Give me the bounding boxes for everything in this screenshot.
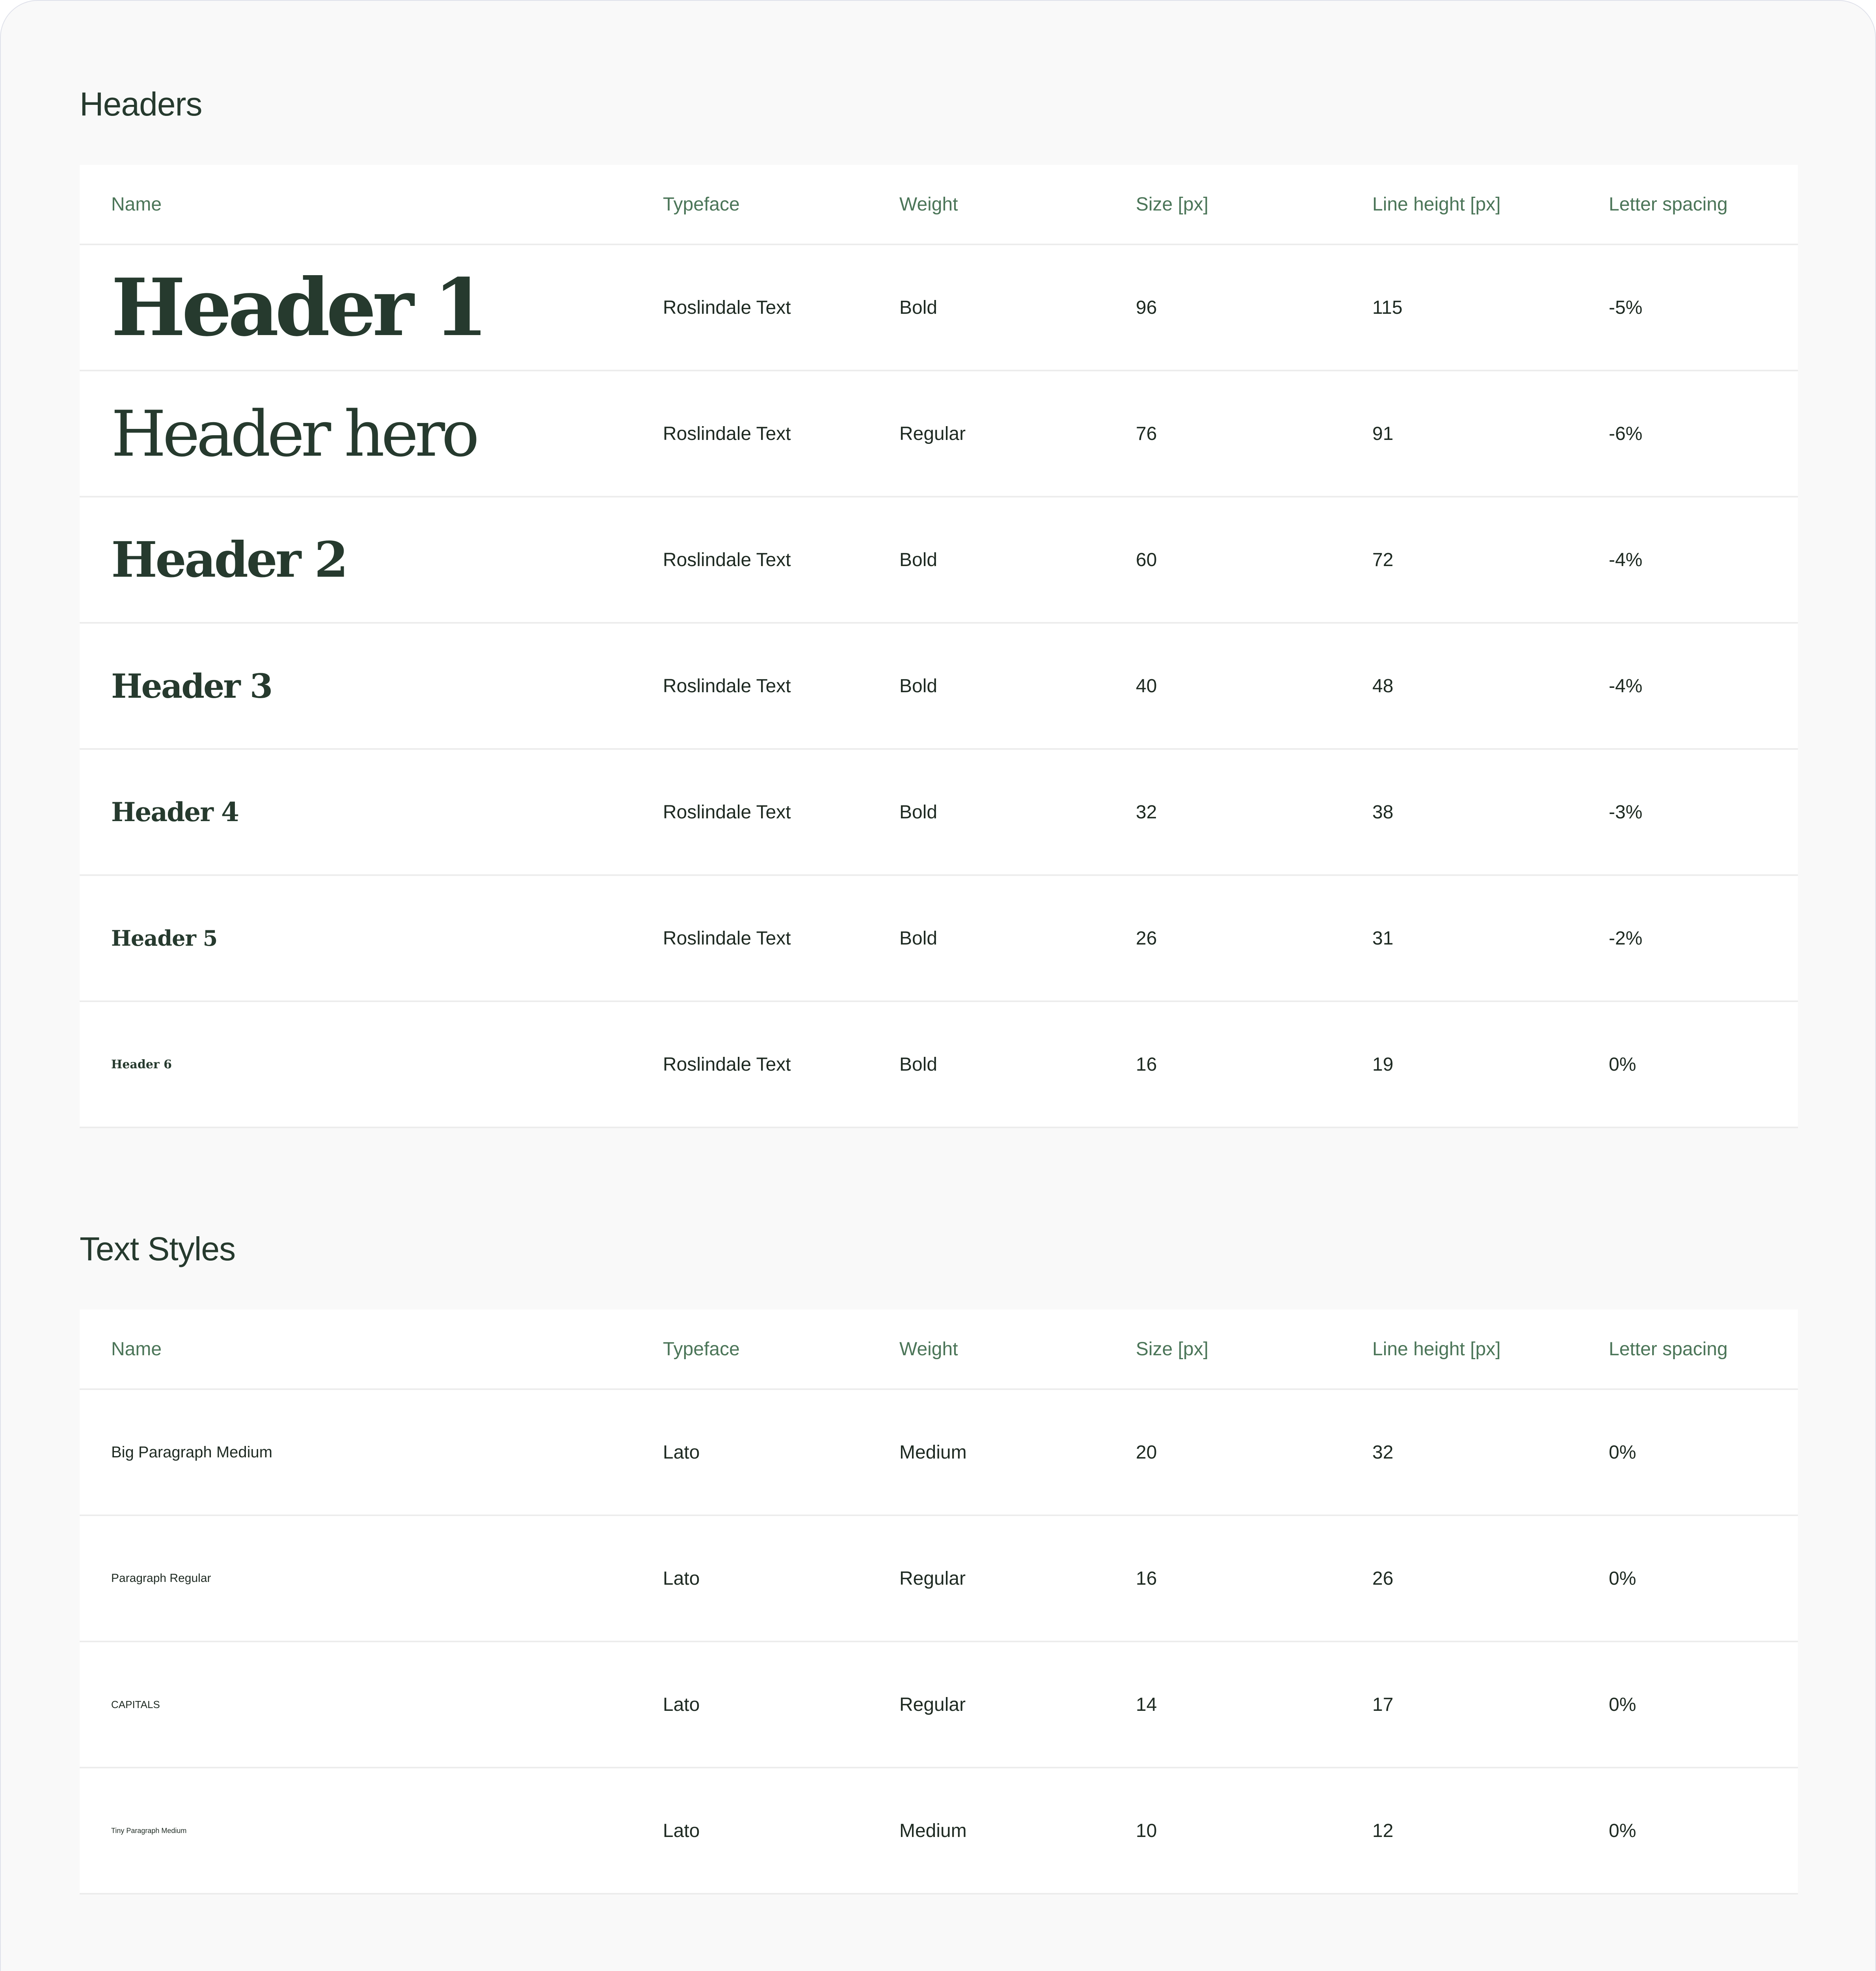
- size-value: 76: [1136, 423, 1157, 444]
- table-row-header-3: [80, 624, 1798, 750]
- column-header-line-height: Line height [px]: [1372, 194, 1501, 215]
- style-sample-header-hero: Header hero: [111, 397, 476, 471]
- table-row-paragraph-regular: [80, 1516, 1798, 1642]
- headers-table: [80, 165, 1798, 1128]
- style-sample-paragraph-regular: Paragraph Regular: [111, 1572, 211, 1585]
- size-value: 16: [1136, 1054, 1157, 1075]
- column-header-size: Size [px]: [1136, 1338, 1209, 1360]
- typeface-value: Lato: [663, 1568, 700, 1589]
- style-sample-big-paragraph: Big Paragraph Medium: [111, 1443, 273, 1461]
- line-height-value: 115: [1372, 297, 1403, 318]
- size-value: 96: [1136, 297, 1157, 318]
- size-value: 20: [1136, 1442, 1157, 1463]
- size-value: 26: [1136, 928, 1157, 949]
- letter-spacing-value: -4%: [1609, 549, 1643, 570]
- line-height-value: 31: [1372, 928, 1394, 949]
- table-row-header-hero: [80, 371, 1798, 497]
- size-value: 32: [1136, 801, 1157, 823]
- weight-value: Bold: [899, 675, 938, 697]
- typeface-value: Roslindale Text: [663, 297, 791, 318]
- typeface-value: Roslindale Text: [663, 1054, 791, 1075]
- size-value: 60: [1136, 549, 1157, 570]
- table-row-header-6: [80, 1002, 1798, 1128]
- table-row-header-1: [80, 245, 1798, 371]
- typeface-value: Roslindale Text: [663, 675, 791, 697]
- letter-spacing-value: -2%: [1609, 928, 1643, 949]
- weight-value: Regular: [899, 1568, 966, 1589]
- table-header-row: [80, 1310, 1798, 1390]
- section-title-headers: Headers: [80, 86, 202, 123]
- line-height-value: 91: [1372, 423, 1394, 444]
- style-sample-tiny-paragraph: Tiny Paragraph Medium: [111, 1826, 187, 1835]
- weight-value: Bold: [899, 549, 938, 570]
- typeface-value: Roslindale Text: [663, 423, 791, 444]
- weight-value: Bold: [899, 297, 938, 318]
- weight-value: Regular: [899, 1694, 966, 1715]
- size-value: 10: [1136, 1820, 1157, 1841]
- typeface-value: Roslindale Text: [663, 801, 791, 823]
- letter-spacing-value: -6%: [1609, 423, 1643, 444]
- column-header-typeface: Typeface: [663, 1338, 740, 1360]
- column-header-weight: Weight: [899, 194, 958, 215]
- style-sample-header-6: Header 6: [111, 1057, 172, 1071]
- line-height-value: 38: [1372, 801, 1394, 823]
- column-header-typeface: Typeface: [663, 194, 740, 215]
- typeface-value: Roslindale Text: [663, 928, 791, 949]
- style-sample-header-1: Header 1: [111, 261, 485, 354]
- column-header-line-height: Line height [px]: [1372, 1338, 1501, 1360]
- weight-value: Medium: [899, 1820, 967, 1841]
- typeface-value: Lato: [663, 1694, 700, 1715]
- column-header-letter-spacing: Letter spacing: [1609, 194, 1728, 215]
- column-header-name: Name: [111, 194, 162, 215]
- line-height-value: 48: [1372, 675, 1394, 697]
- letter-spacing-value: 0%: [1609, 1820, 1636, 1841]
- weight-value: Bold: [899, 928, 938, 949]
- column-header-weight: Weight: [899, 1338, 958, 1360]
- section-title-text-styles: Text Styles: [80, 1230, 236, 1267]
- typeface-value: Roslindale Text: [663, 549, 791, 570]
- weight-value: Medium: [899, 1442, 967, 1463]
- table-row-header-5: [80, 876, 1798, 1002]
- size-value: 14: [1136, 1694, 1157, 1715]
- line-height-value: 32: [1372, 1442, 1394, 1463]
- text-styles-table: [80, 1310, 1798, 1895]
- weight-value: Regular: [899, 423, 966, 444]
- size-value: 40: [1136, 675, 1157, 697]
- typeface-value: Lato: [663, 1820, 700, 1841]
- typeface-value: Lato: [663, 1442, 700, 1463]
- line-height-value: 19: [1372, 1054, 1394, 1075]
- column-header-letter-spacing: Letter spacing: [1609, 1338, 1728, 1360]
- size-value: 16: [1136, 1568, 1157, 1589]
- table-row-tiny-paragraph-medium: [80, 1768, 1798, 1895]
- weight-value: Bold: [899, 1054, 938, 1075]
- weight-value: Bold: [899, 801, 938, 823]
- line-height-value: 12: [1372, 1820, 1394, 1841]
- letter-spacing-value: 0%: [1609, 1442, 1636, 1463]
- letter-spacing-value: 0%: [1609, 1568, 1636, 1589]
- column-header-name: Name: [111, 1338, 162, 1360]
- line-height-value: 72: [1372, 549, 1394, 570]
- table-row-header-4: [80, 750, 1798, 876]
- table-row-header-2: [80, 497, 1798, 624]
- style-sample-capitals: CAPITALS: [111, 1698, 160, 1710]
- style-sample-header-5: Header 5: [111, 926, 218, 951]
- letter-spacing-value: -4%: [1609, 675, 1643, 697]
- style-sample-header-2: Header 2: [111, 531, 346, 589]
- table-row-big-paragraph-medium: [80, 1390, 1798, 1516]
- table-row-capitals: [80, 1642, 1798, 1768]
- letter-spacing-value: 0%: [1609, 1054, 1636, 1075]
- letter-spacing-value: -3%: [1609, 801, 1643, 823]
- style-sample-header-3: Header 3: [111, 666, 272, 706]
- table-header-row: [80, 165, 1798, 245]
- letter-spacing-value: 0%: [1609, 1694, 1636, 1715]
- column-header-size: Size [px]: [1136, 194, 1209, 215]
- letter-spacing-value: -5%: [1609, 297, 1643, 318]
- line-height-value: 17: [1372, 1694, 1394, 1715]
- style-sample-header-4: Header 4: [111, 797, 238, 827]
- line-height-value: 26: [1372, 1568, 1394, 1589]
